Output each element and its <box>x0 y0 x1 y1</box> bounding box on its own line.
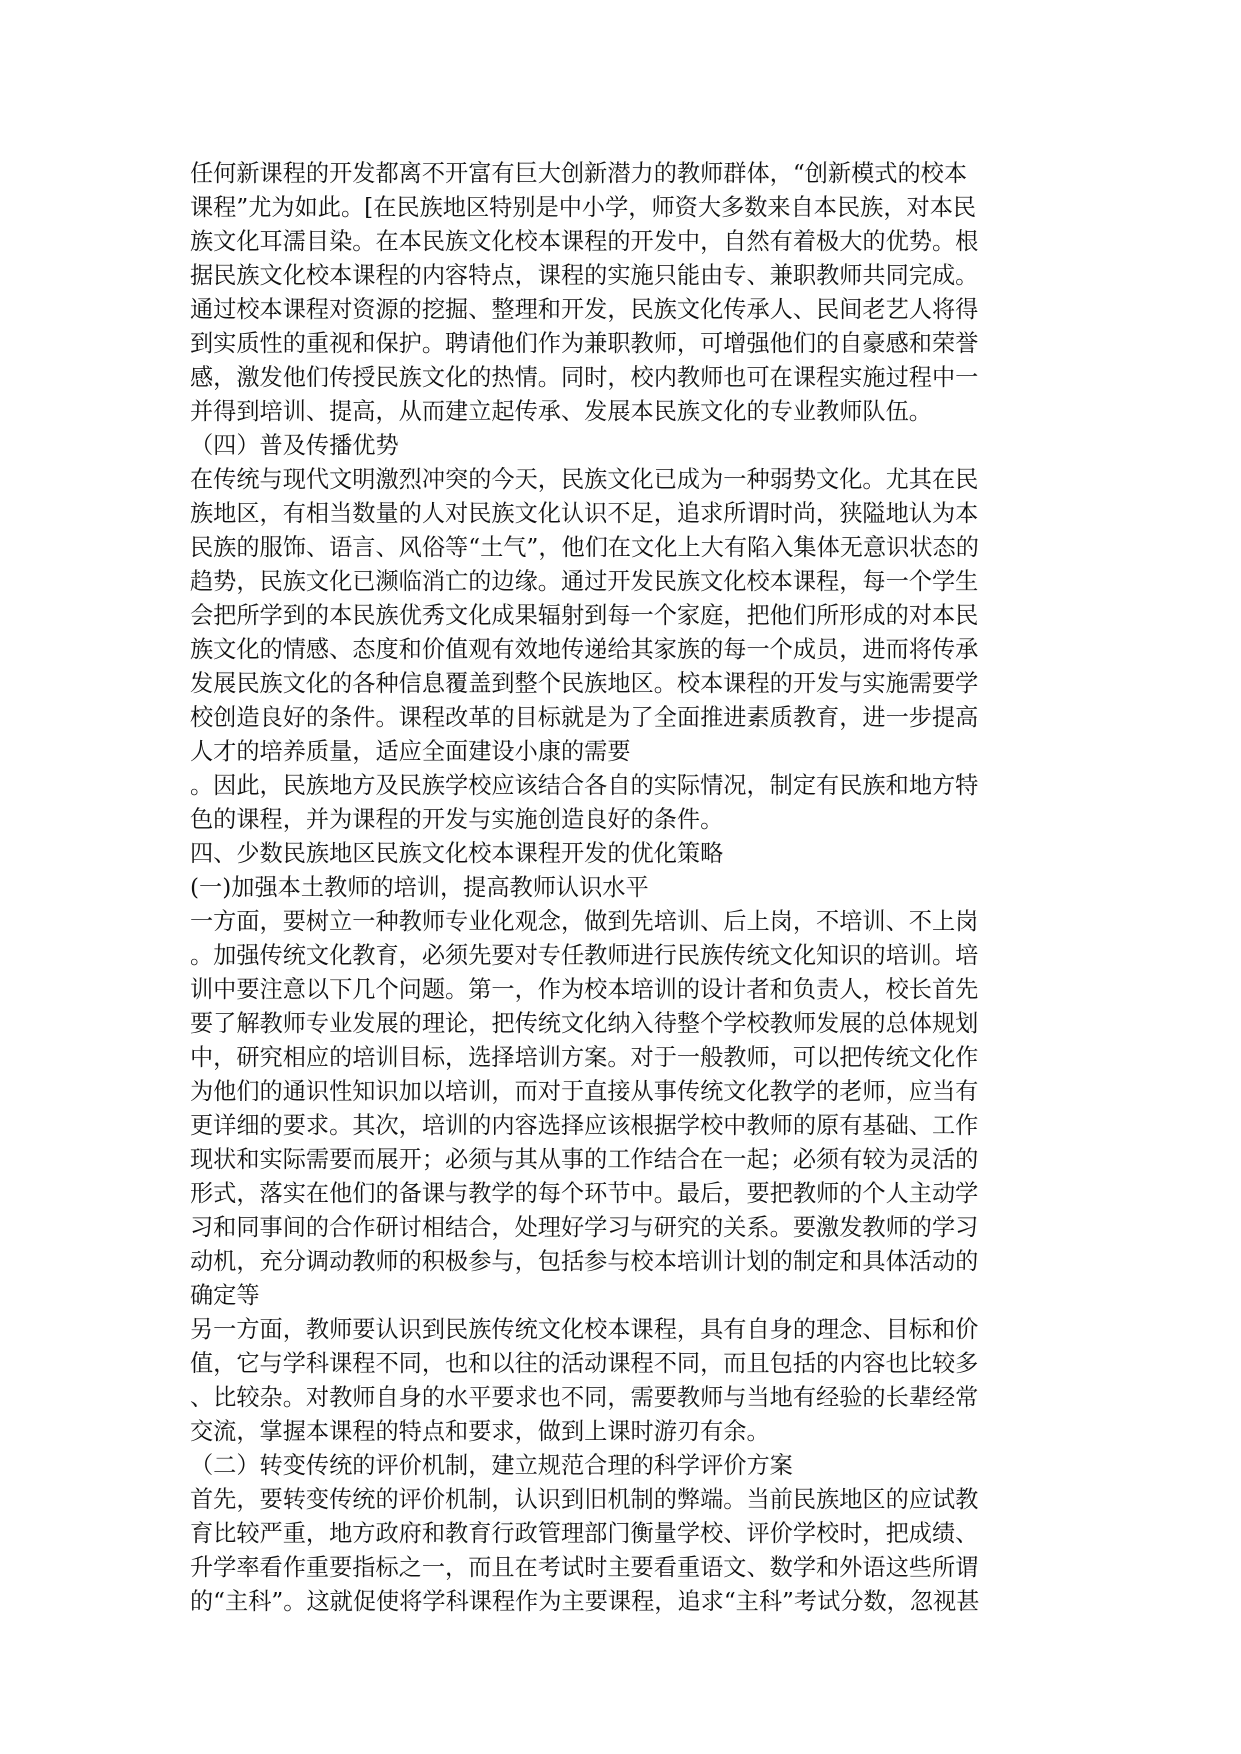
text-line: 感，激发他们传授民族文化的热情。同时，校内教师也可在课程实施过程中一 <box>190 364 979 391</box>
text-line: 确定等 <box>190 1282 260 1309</box>
text-line: 到实质性的重视和保护。聘请他们作为兼职教师，可增强他们的自豪感和荣誉 <box>190 330 979 357</box>
text-line: 现状和实际需要而展开；必须与其从事的工作结合在一起；必须有较为灵活的 <box>190 1146 979 1173</box>
text-line: 要了解教师专业发展的理论，把传统文化纳入待整个学校教师发展的总体规划 <box>190 1010 979 1037</box>
text-line: 。加强传统文化教育，必须先要对专任教师进行民族传统文化知识的培训。培 <box>190 942 979 969</box>
text-line: 中，研究相应的培训目标，选择培训方案。对于一般教师，可以把传统文化作 <box>190 1044 979 1071</box>
text-line: （四）普及传播优势 <box>190 432 399 459</box>
text-line: 值，它与学科课程不同，也和以往的活动课程不同，而且包括的内容也比较多 <box>190 1350 979 1377</box>
text-line: （二）转变传统的评价机制，建立规范合理的科学评价方案 <box>190 1452 793 1479</box>
text-line: 族地区，有相当数量的人对民族文化认识不足，追求所谓时尚，狭隘地认为本 <box>190 500 979 527</box>
text-line: 发展民族文化的各种信息覆盖到整个民族地区。校本课程的开发与实施需要学 <box>190 670 979 697</box>
text-line: 任何新课程的开发都离不开富有巨大创新潜力的教师群体，“创新模式的校本 <box>190 160 968 187</box>
text-line: 并得到培训、提高，从而建立起传承、发展本民族文化的专业教师队伍。 <box>190 398 932 425</box>
text-line: 升学率看作重要指标之一，而且在考试时主要看重语文、数学和外语这些所谓 <box>190 1554 979 1581</box>
text-line: 。因此，民族地方及民族学校应该结合各自的实际情况，制定有民族和地方特 <box>190 772 979 799</box>
text-line: 据民族文化校本课程的内容特点，课程的实施只能由专、兼职教师共同完成。 <box>190 262 979 289</box>
text-line: 族文化的情感、态度和价值观有效地传递给其家族的每一个成员，进而将传承 <box>190 636 979 663</box>
text-line: 形式，落实在他们的备课与教学的每个环节中。最后，要把教师的个人主动学 <box>190 1180 979 1207</box>
text-line: 民族的服饰、语言、风俗等“土气”，他们在文化上大有陷入集体无意识状态的 <box>190 534 979 561</box>
text-line: 更详细的要求。其次，培训的内容选择应该根据学校中教师的原有基础、工作 <box>190 1112 979 1139</box>
text-line: 族文化耳濡目染。在本民族文化校本课程的开发中，自然有着极大的优势。根 <box>190 228 979 255</box>
text-line: 另一方面，教师要认识到民族传统文化校本课程，具有自身的理念、目标和价 <box>190 1316 979 1343</box>
text-line: (一)加强本土教师的培训，提高教师认识水平 <box>190 874 649 901</box>
text-line: 校创造良好的条件。课程改革的目标就是为了全面推进素质教育，进一步提高 <box>190 704 979 731</box>
text-line: 动机，充分调动教师的积极参与，包括参与校本培训计划的制定和具体活动的 <box>190 1248 979 1275</box>
text-line: 人才的培养质量，适应全面建设小康的需要 <box>190 738 631 765</box>
text-line: 、比较杂。对教师自身的水平要求也不同，需要教师与当地有经验的长辈经常 <box>190 1384 979 1411</box>
text-line: 通过校本课程对资源的挖掘、整理和开发，民族文化传承人、民间老艺人将得 <box>190 296 979 323</box>
text-line: 交流，掌握本课程的特点和要求，做到上课时游刃有余。 <box>190 1418 770 1445</box>
text-line: 趋势，民族文化已濒临消亡的边缘。通过开发民族文化校本课程，每一个学生 <box>190 568 979 595</box>
text-line: 育比较严重，地方政府和教育行政管理部门衡量学校、评价学校时，把成绩、 <box>190 1520 979 1547</box>
text-line: 的“主科”。这就促使将学科课程作为主要课程，追求“主科”考试分数，忽视甚 <box>190 1588 980 1615</box>
text-line: 为他们的通识性知识加以培训，而对于直接从事传统文化教学的老师，应当有 <box>190 1078 979 1105</box>
text-line: 一方面，要树立一种教师专业化观念，做到先培训、后上岗，不培训、不上岗 <box>190 908 979 935</box>
body-text <box>190 157 1052 1619</box>
text-line: 四、少数民族地区民族文化校本课程开发的优化策略 <box>190 840 724 867</box>
text-line: 在传统与现代文明激烈冲突的今天，民族文化已成为一种弱势文化。尤其在民 <box>190 466 979 493</box>
text-line: 色的课程，并为课程的开发与实施创造良好的条件。 <box>190 806 724 833</box>
text-line: 训中要注意以下几个问题。第一，作为校本培训的设计者和负责人，校长首先 <box>190 976 979 1003</box>
text-line: 课程”尤为如此。[在民族地区特别是中小学，师资大多数来自本民族，对本民 <box>190 194 977 221</box>
text-line: 首先，要转变传统的评价机制，认识到旧机制的弊端。当前民族地区的应试教 <box>190 1486 979 1513</box>
text-line: 习和同事间的合作研讨相结合，处理好学习与研究的关系。要激发教师的学习 <box>190 1214 979 1241</box>
text-line: 会把所学到的本民族优秀文化成果辐射到每一个家庭，把他们所形成的对本民 <box>190 602 979 629</box>
